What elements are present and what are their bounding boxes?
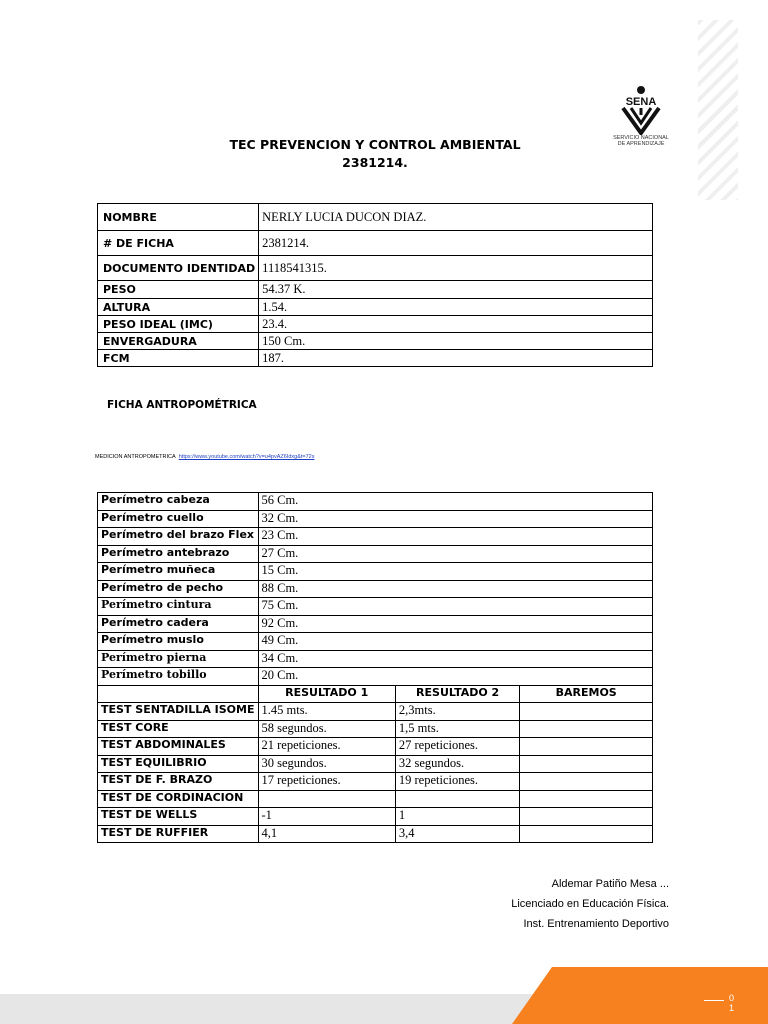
test-result-1: -1 <box>258 808 395 826</box>
table-row <box>98 790 653 808</box>
table-row <box>98 333 653 350</box>
table-row <box>98 545 653 563</box>
test-label: TEST EQUILIBRIO <box>98 755 259 773</box>
anthropometric-table <box>97 492 653 843</box>
row-label: FCM <box>98 350 259 367</box>
table-row <box>98 755 653 773</box>
document-title: TEC PREVENCION Y CONTROL AMBIENTAL <box>229 137 521 152</box>
test-baremos <box>520 738 653 756</box>
row-label: Perímetro pierna <box>98 650 259 668</box>
table-row <box>98 510 653 528</box>
test-label: TEST DE CORDINACION <box>98 790 259 808</box>
row-label: ENVERGADURA <box>98 333 259 350</box>
test-result-2: 3,4 <box>395 825 519 843</box>
table-row <box>98 668 653 686</box>
row-label: Perímetro cadera <box>98 615 259 633</box>
measurement-link-line <box>95 454 314 460</box>
test-baremos <box>520 703 653 721</box>
table-row <box>98 633 653 651</box>
test-result-1: 58 segundos. <box>258 720 395 738</box>
test-result-1 <box>258 790 395 808</box>
signature-institution: Inst. Entrenamiento Deportivo <box>523 918 669 930</box>
test-result-2: 27 repeticiones. <box>395 738 519 756</box>
test-baremos <box>520 755 653 773</box>
table-row <box>98 615 653 633</box>
row-value: 49 Cm. <box>258 633 653 651</box>
table-row <box>98 773 653 791</box>
row-value: 1118541315. <box>259 256 653 281</box>
row-label: Perímetro del brazo Flex <box>98 528 259 546</box>
row-label: Perímetro cintura <box>98 598 259 616</box>
row-value: 54.37 K. <box>259 281 653 299</box>
test-baremos <box>520 773 653 791</box>
row-label: Perímetro muñeca <box>98 563 259 581</box>
table-row <box>98 350 653 367</box>
test-result-2: 2,3mts. <box>395 703 519 721</box>
test-result-1: 1.45 mts. <box>258 703 395 721</box>
test-label: TEST DE WELLS <box>98 808 259 826</box>
empty-cell <box>98 685 259 703</box>
test-result-1: 17 repeticiones. <box>258 773 395 791</box>
logo-wordmark: SENA <box>625 96 657 108</box>
row-label: PESO <box>98 281 259 299</box>
table-row <box>98 738 653 756</box>
row-value: 88 Cm. <box>258 580 653 598</box>
table-row <box>98 204 653 231</box>
table-row <box>98 256 653 281</box>
test-label: TEST ABDOMINALES <box>98 738 259 756</box>
row-value: 150 Cm. <box>259 333 653 350</box>
video-link[interactable]: https://www.youtube.com/watch?v=u4pvAZ6Idxg&t=72s <box>178 454 315 460</box>
decorative-stripes <box>698 20 738 200</box>
test-result-1: 21 repeticiones. <box>258 738 395 756</box>
test-result-2 <box>395 790 519 808</box>
test-baremos <box>520 825 653 843</box>
row-label: NOMBRE <box>98 204 259 231</box>
header-result-2: RESULTADO 2 <box>395 685 519 703</box>
section-title: FICHA ANTROPOMÉTRICA <box>107 399 257 411</box>
row-label: ALTURA <box>98 299 259 316</box>
row-label: PESO IDEAL (IMC) <box>98 316 259 333</box>
logo-subtitle-2: DE APRENDIZAJE <box>617 141 665 147</box>
row-label: Perímetro cuello <box>98 510 259 528</box>
test-result-2: 1 <box>395 808 519 826</box>
test-result-2: 19 repeticiones. <box>395 773 519 791</box>
table-row <box>98 650 653 668</box>
table-row <box>98 231 653 256</box>
signature-name: Aldemar Patiño Mesa ... <box>551 878 669 890</box>
row-label: Perímetro tobillo <box>98 668 259 686</box>
header-baremos: BAREMOS <box>520 685 653 703</box>
row-value: 23.4. <box>259 316 653 333</box>
test-baremos <box>520 808 653 826</box>
test-result-1: 4,1 <box>258 825 395 843</box>
header-result-1: RESULTADO 1 <box>258 685 395 703</box>
test-label: TEST DE F. BRAZO <box>98 773 259 791</box>
table-row <box>98 563 653 581</box>
test-baremos <box>520 790 653 808</box>
row-value: 187. <box>259 350 653 367</box>
table-row <box>98 316 653 333</box>
table-row <box>98 598 653 616</box>
test-result-2: 32 segundos. <box>395 755 519 773</box>
row-value: 15 Cm. <box>258 563 653 581</box>
document-code: 2381214. <box>342 155 408 170</box>
personal-data-table <box>97 203 653 367</box>
table-row <box>98 299 653 316</box>
table-row <box>98 281 653 299</box>
test-result-1: 30 segundos. <box>258 755 395 773</box>
row-value: NERLY LUCIA DUCON DIAZ. <box>259 204 653 231</box>
row-label: Perímetro muslo <box>98 633 259 651</box>
test-baremos <box>520 720 653 738</box>
table-row <box>98 808 653 826</box>
link-label: MEDICION ANTROPOMETRICA <box>95 454 176 460</box>
table-row <box>98 528 653 546</box>
logo-subtitle-1: SERVICIO NACIONAL <box>613 135 669 141</box>
table-row <box>98 703 653 721</box>
row-label: Perímetro cabeza <box>98 493 259 511</box>
sena-logo-icon <box>613 85 669 135</box>
row-value: 20 Cm. <box>258 668 653 686</box>
page-number-top: 0 <box>729 993 735 1003</box>
row-value: 56 Cm. <box>258 493 653 511</box>
page-number-line <box>704 1000 724 1001</box>
row-label: Perímetro de pecho <box>98 580 259 598</box>
row-value: 1.54. <box>259 299 653 316</box>
row-value: 2381214. <box>259 231 653 256</box>
row-value: 34 Cm. <box>258 650 653 668</box>
table-row <box>98 493 653 511</box>
row-value: 75 Cm. <box>258 598 653 616</box>
row-value: 92 Cm. <box>258 615 653 633</box>
test-label: TEST DE RUFFIER <box>98 825 259 843</box>
page-number-bottom: 1 <box>729 1003 735 1013</box>
tests-header-row <box>98 685 653 703</box>
table-row <box>98 720 653 738</box>
signature-title: Licenciado en Educación Física. <box>511 898 669 910</box>
row-label: Perímetro antebrazo <box>98 545 259 563</box>
row-value: 27 Cm. <box>258 545 653 563</box>
row-label: # DE FICHA <box>98 231 259 256</box>
table-row <box>98 825 653 843</box>
row-value: 32 Cm. <box>258 510 653 528</box>
row-value: 23 Cm. <box>258 528 653 546</box>
test-result-2: 1,5 mts. <box>395 720 519 738</box>
test-label: TEST CORE <box>98 720 259 738</box>
test-label: TEST SENTADILLA ISOME <box>98 703 259 721</box>
page-number <box>729 993 734 1013</box>
row-label: DOCUMENTO IDENTIDAD <box>98 256 259 281</box>
table-row <box>98 580 653 598</box>
